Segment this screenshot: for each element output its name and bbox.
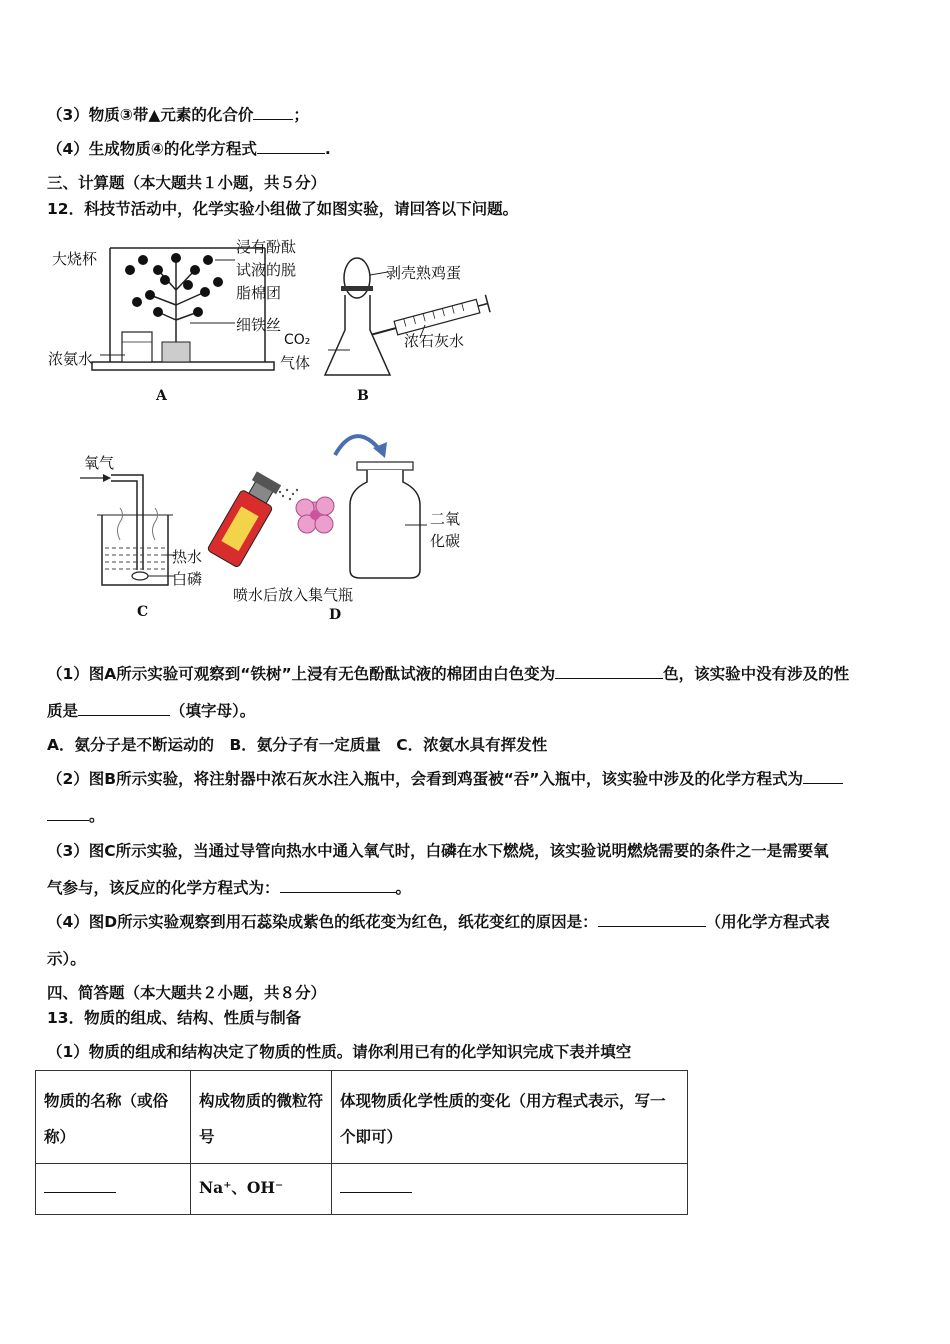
answer-blank[interactable]: [44, 1178, 116, 1193]
q12-part1-line2: 质是 （填字母）。: [47, 702, 256, 720]
answer-blank[interactable]: [340, 1178, 412, 1193]
figure-d-diagram: [205, 420, 475, 585]
q12-part2-line1: （2）图B所示实验，将注射器中浓石灰水注入瓶中，会看到鸡蛋被“吞”入瓶中，该实验中涉及的化学方程式为: [47, 767, 843, 789]
table-header-cell: 构成物质的微粒符号: [191, 1071, 332, 1164]
label-cotton-2: 试液的脱: [236, 261, 297, 279]
label-cotton-3: 脂棉团: [236, 284, 282, 302]
table-header-cell: 体现物质化学性质的变化（用方程式表示，写一个即可）: [332, 1071, 688, 1164]
section3-title: 三、计算题（本大题共１小题，共５分）: [47, 174, 327, 192]
label-cotton-1: 浸有酚酞: [236, 238, 297, 256]
q12-options: A．氨分子是不断运动的 B．氨分子有一定质量 C．浓氨水具有挥发性: [47, 736, 548, 754]
section4-title: 四、简答题（本大题共２小题，共８分）: [47, 984, 327, 1002]
q13-stem: 13．物质的组成、结构、性质与制备: [47, 1009, 302, 1027]
label-white-phosphorus: 白磷: [172, 570, 203, 588]
figure-a-label: A: [156, 388, 167, 404]
answer-blank[interactable]: [257, 139, 325, 154]
answer-blank[interactable]: [598, 912, 706, 927]
label-gas-b: 气体: [280, 354, 311, 372]
label-oxygen: 氧气: [84, 454, 115, 472]
q12-part2-line2: 。: [47, 804, 105, 826]
table-header-row: [36, 1071, 688, 1164]
q12-part3-line1: （3）图C所示实验，当通过导管向热水中通入氧气时，白磷在水下燃烧，该实验说明燃烧需要的条件之一是需要氧: [47, 842, 829, 860]
answer-blank[interactable]: [555, 664, 663, 679]
table-row: [36, 1164, 688, 1215]
q12-part1-line1: （1）图A所示实验可观察到“铁树”上浸有无色酚酞试液的棉团由白色变为 色，该实验中没有涉及的性: [47, 665, 850, 683]
q12-part4-line1: （4）图D所示实验观察到用石蕊染成紫色的纸花变为红色，纸花变红的原因是： （用化学方程式表: [47, 913, 830, 931]
table-header-cell: 物质的名称（或俗称）: [36, 1071, 191, 1164]
q12-part4-line2: 示）。: [47, 950, 86, 968]
table-cell-particles: Na⁺、OH⁻: [191, 1164, 332, 1215]
q12-part3-line2: 气参与，该反应的化学方程式为： 。: [47, 879, 412, 897]
figure-c-label: C: [137, 604, 149, 620]
table-cell-equation: [332, 1164, 688, 1215]
q11-part4: （4）生成物质④的化学方程式 .: [47, 140, 331, 158]
answer-blank[interactable]: [78, 701, 170, 716]
q13-table: [35, 1070, 688, 1215]
answer-blank[interactable]: [803, 769, 843, 784]
label-co2-b: CO₂: [284, 332, 311, 348]
figure-b-label: B: [357, 388, 369, 404]
label-peeled-egg: 剥壳熟鸡蛋: [386, 264, 462, 282]
figure-d-label: D: [329, 607, 342, 623]
label-limewater: 浓石灰水: [404, 332, 465, 350]
label-spray-caption: 喷水后放入集气瓶: [233, 586, 354, 604]
label-co2-d-1: 二氧: [430, 510, 461, 528]
label-ammonia: 浓氨水: [48, 350, 94, 368]
label-hot-water: 热水: [172, 548, 203, 566]
answer-blank[interactable]: [280, 878, 396, 893]
answer-blank[interactable]: [47, 806, 89, 821]
table-cell-name: [36, 1164, 191, 1215]
q13-part1: （1）物质的组成和结构决定了物质的性质。请你利用已有的化学知识完成下表并填空: [47, 1043, 632, 1061]
label-large-beaker: 大烧杯: [52, 250, 98, 268]
label-co2-d-2: 化碳: [430, 532, 461, 550]
q12-stem: 12．科技节活动中，化学实验小组做了如图实验，请回答以下问题。: [47, 200, 519, 218]
q11-part3: （3）物质③带▲元素的化合价 ；: [47, 106, 309, 124]
answer-blank[interactable]: [253, 105, 293, 120]
label-iron-wire: 细铁丝: [236, 316, 282, 334]
